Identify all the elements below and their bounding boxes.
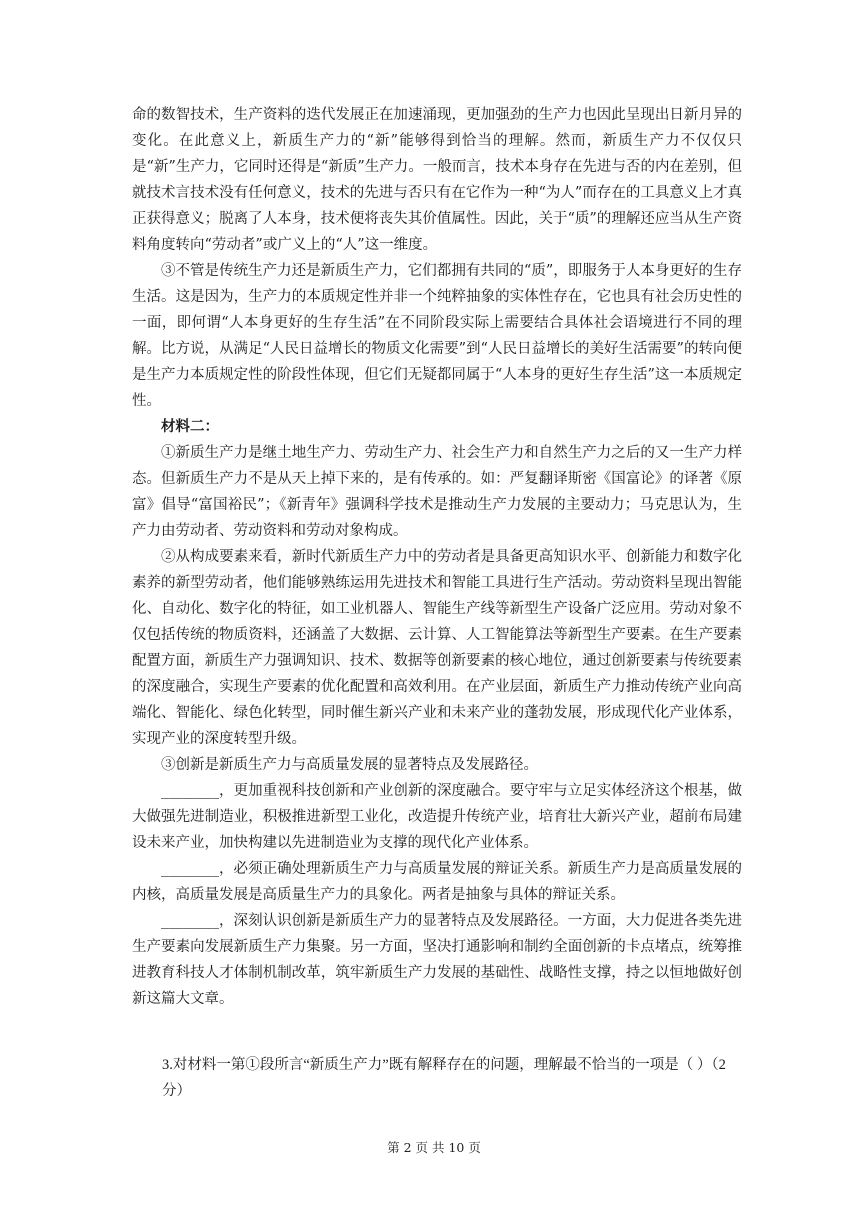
document-body: [132, 102, 742, 1012]
material2-heading: 材料二：: [161, 418, 219, 435]
material2-paragraph-2: ②从构成要素来看，新时代新质生产力中的劳动者是具备更高知识水平、创新能力和数字化素养的新型劳动者，他们能够熟练运用先进技术和智能工具进行生产活动。劳动资料呈现出智能化、自动化、数字化的特征，如工业机器人、智能生产线等新型生产设备广泛应用。劳动对象不仅包括传统的物质资料，还涵盖了大数据、云计算、人工智能算法等新型生产要素。在生产要素配置方面，新质生产力强调知识、技术、数据等创新要素的核心地位，通过创新要素与传统要素的深度融合，实现生产要素的优化配置和高效利用。在产业层面，新质生产力推动传统产业向高端化、智能化、绿色化转型，同时催生新兴产业和未来产业的蓬勃发展，形成现代化产业体系，实现产业的深度转型升级。: [132, 549, 742, 747]
material1-paragraph-3: ③不管是传统生产力还是新质生产力，它们都拥有共同的“质”，即服务于人本身更好的生存生活。这是因为，生产力的本质规定性并非一个纯粹抽象的实体性存在，它也具有社会历史性的一面，即何谓“人本身更好的生存生活”在不同阶段实际上需要结合具体社会语境进行不同的理解。比方说，从满足“人民日益增长的物质文化需要”到“人民日益增长的美好生活需要”的转向便是生产力本质规定性的阶段性体现，但它们无疑都同属于“人本身的更好生存生活”这一本质规定性。: [132, 263, 742, 409]
material2-paragraph-4: ________，更加重视科技创新和产业创新的深度融合。要守牢与立足实体经济这个根基，做大做强先进制造业，积极推进新型工业化，改造提升传统产业，培育壮大新兴产业，超前布局建设未来产业，加快构建以先进制造业为支撑的现代化产业体系。: [132, 783, 742, 851]
question-3: 3.对材料一第①段所言“新质生产力”既有解释存在的问题，理解最不恰当的一项是（ ）（2分）: [162, 1057, 726, 1099]
page-number-footer: 第 2 页 共 10 页: [387, 1140, 481, 1155]
material1-paragraph-2-continued: 命的数智技术，生产资料的迭代发展正在加速涌现，更加强劲的生产力也因此呈现出日新月异的变化。在此意义上，新质生产力的“新”能够得到恰当的理解。然而，新质生产力不仅仅只是“新”生产力，它同时还得是“新质”生产力。一般而言，技术本身存在先进与否的内在差别，但就技术言技术没有任何意义，技术的先进与否只有在它作为一种“为人”而存在的工具意义上才真正获得意义；脱离了人本身，技术便将丧失其价值属性。因此，关于“质”的理解还应当从生产资料角度转向“劳动者”或广义上的“人”这一维度。: [132, 107, 742, 253]
material2-paragraph-3: ③创新是新质生产力与高质量发展的显著特点及发展路径。: [161, 757, 538, 773]
material2-paragraph-5: ________，必须正确处理新质生产力与高质量发展的辩证关系。新质生产力是高质量发展的内核，高质量发展是高质量生产力的具象化。两者是抽象与具体的辩证关系。: [132, 861, 742, 903]
material2-paragraph-1: ①新质生产力是继土地生产力、劳动生产力、社会生产力和自然生产力之后的又一生产力样态。但新质生产力不是从天上掉下来的，是有传承的。如：严复翻译斯密《国富论》的译著《原富》倡导“富国裕民”；《新青年》强调科学技术是推动生产力发展的主要动力；马克思认为，生产力由劳动者、劳动资料和劳动对象构成。: [132, 445, 742, 539]
material2-paragraph-6: ________，深刻认识创新是新质生产力的显著特点及发展路径。一方面，大力促进各类先进生产要素向发展新质生产力集聚。另一方面，坚决打通影响和制约全面创新的卡点堵点，统筹推进教育科技人才体制机制改革，筑牢新质生产力发展的基础性、战略性支撑，持之以恒地做好创新这篇大文章。: [132, 913, 742, 1007]
